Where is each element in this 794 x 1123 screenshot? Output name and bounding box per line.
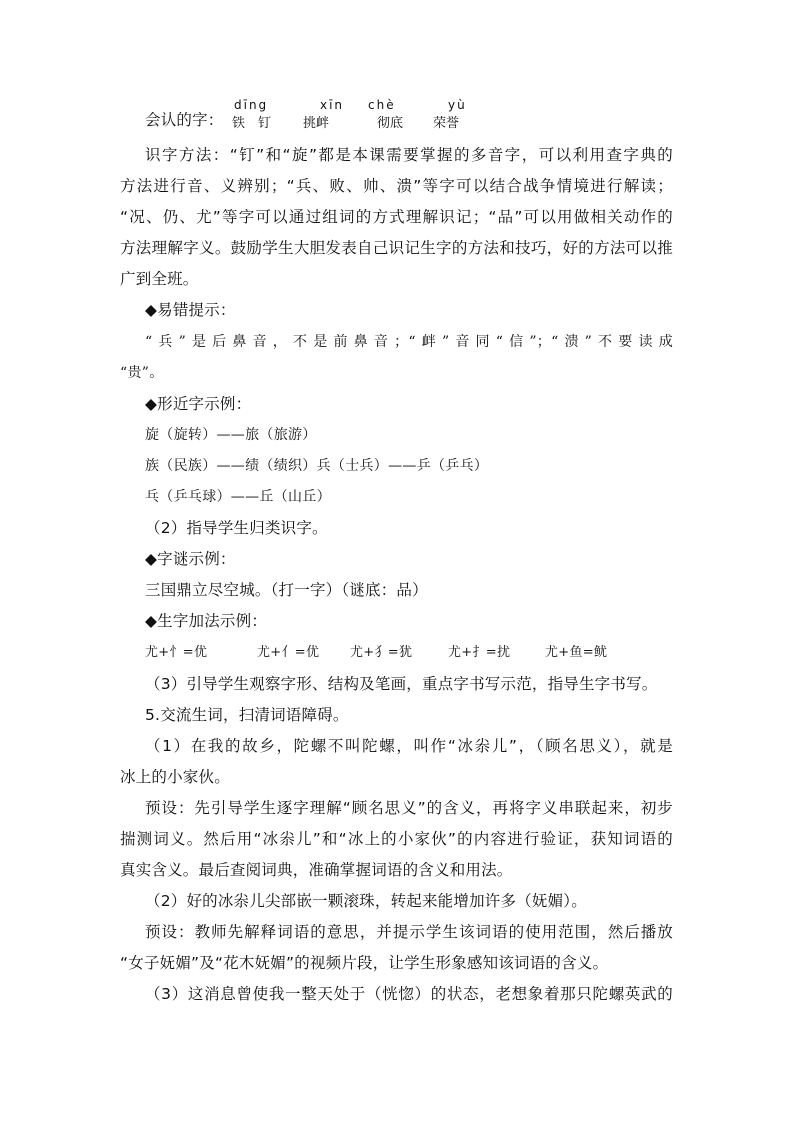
recognize-label: 会认的字：	[145, 111, 224, 129]
pinyin-yu: yù	[448, 98, 467, 112]
addition-heading: ◆生字加法示例：	[145, 612, 268, 630]
addition-item-3: 尤+犭=犹	[350, 645, 413, 660]
p3-line-1: （3）这消息曾使我一整天处于（恍惚）的状态，老想象着那只陀螺英武的	[145, 985, 673, 1003]
p1-line-1: （1）在我的故乡，陀螺不叫陀螺，叫作“冰尜儿”，（顾名思义），就是	[145, 737, 673, 755]
method-line-4: 方法理解字义。鼓励学生大胆发表自己识记生字的方法和技巧，好的方法可以推	[120, 239, 673, 257]
preset2-line-2: “女子妩媚”及“花木妩媚”的视频片段，让学生形象感知该词语的含义。	[120, 954, 609, 972]
errors-line-1: “兵”是后鼻音，不是前鼻音；“衅”音同“信”；“溃”不要读成	[145, 334, 673, 350]
step-5: 5.交流生词，扫清词语障碍。	[145, 706, 349, 724]
step-3: （3）引导学生观察字形、结构及笔画，重点字书写示范，指导生字书写。	[145, 675, 658, 693]
method-line-1: 识字方法：“钉”和“旋”都是本课需要掌握的多音字，可以利用查字典的	[145, 146, 673, 164]
similar-line-2: 族（民族）——绩（绩织）兵（士兵）——乒（乒乓）	[145, 458, 489, 474]
addition-item-4: 尤+扌=扰	[448, 645, 511, 660]
method-line-5: 广到全班。	[120, 270, 199, 288]
p1-line-2: 冰上的小家伙。	[120, 768, 230, 786]
errors-heading: ◆易错提示：	[145, 301, 236, 319]
similar-heading: ◆形近字示例：	[145, 395, 252, 413]
pinyin-che: chè	[368, 98, 396, 112]
riddle-heading: ◆字谜示例：	[145, 550, 236, 568]
pinyin-ding: dīng	[234, 98, 269, 112]
p2-line: （2）好的冰尜儿尖部嵌一颗滚珠，转起来能增加许多（妩媚）。	[145, 892, 587, 910]
word-tie: 铁	[232, 116, 246, 131]
preset1-line-1: 预设：先引导学生逐字理解“顾名思义”的含义，再将字义串联起来，初步	[145, 799, 673, 817]
word-tiaoxin: 挑衅	[303, 116, 330, 131]
pinyin-xin: xīn	[320, 98, 345, 112]
addition-item-2: 尤+亻=优	[257, 645, 320, 660]
riddle-text: 三国鼎立尽空城。（打一字）（谜底：品）	[145, 581, 428, 599]
preset2-line-1: 预设：教师先解释词语的意思，并提示学生该词语的使用范围，然后播放	[145, 923, 673, 941]
method-line-3: “况、仍、尤”等字可以通过组词的方式理解识记；“品”可以用做相关动作的	[120, 208, 673, 226]
preset1-line-3: 真实含义。最后查阅词典，准确掌握词语的含义和用法。	[120, 861, 513, 879]
step-2: （2）指导学生归类识字。	[145, 519, 328, 537]
similar-line-1: 旋（旋转）——旅（旅游）	[145, 427, 317, 443]
word-rongyu: 荣誉	[433, 116, 460, 131]
similar-line-3: 乓（乒乓球）——丘（山丘）	[145, 489, 331, 505]
addition-item-5: 尤+鱼=鱿	[545, 645, 608, 660]
errors-line-2: “贵”。	[120, 365, 164, 381]
addition-item-1: 尤+忄=优	[145, 645, 208, 660]
preset1-line-2: 揣测词义。然后用“冰尜儿”和“冰上的小家伙”的内容进行验证，获知词语的	[120, 830, 673, 848]
word-chedi: 彻底	[377, 116, 404, 131]
method-line-2: 方法进行音、义辨别；“兵、败、帅、溃”等字可以结合战争情境进行解读；	[120, 177, 673, 195]
word-ding: 钉	[258, 116, 272, 131]
